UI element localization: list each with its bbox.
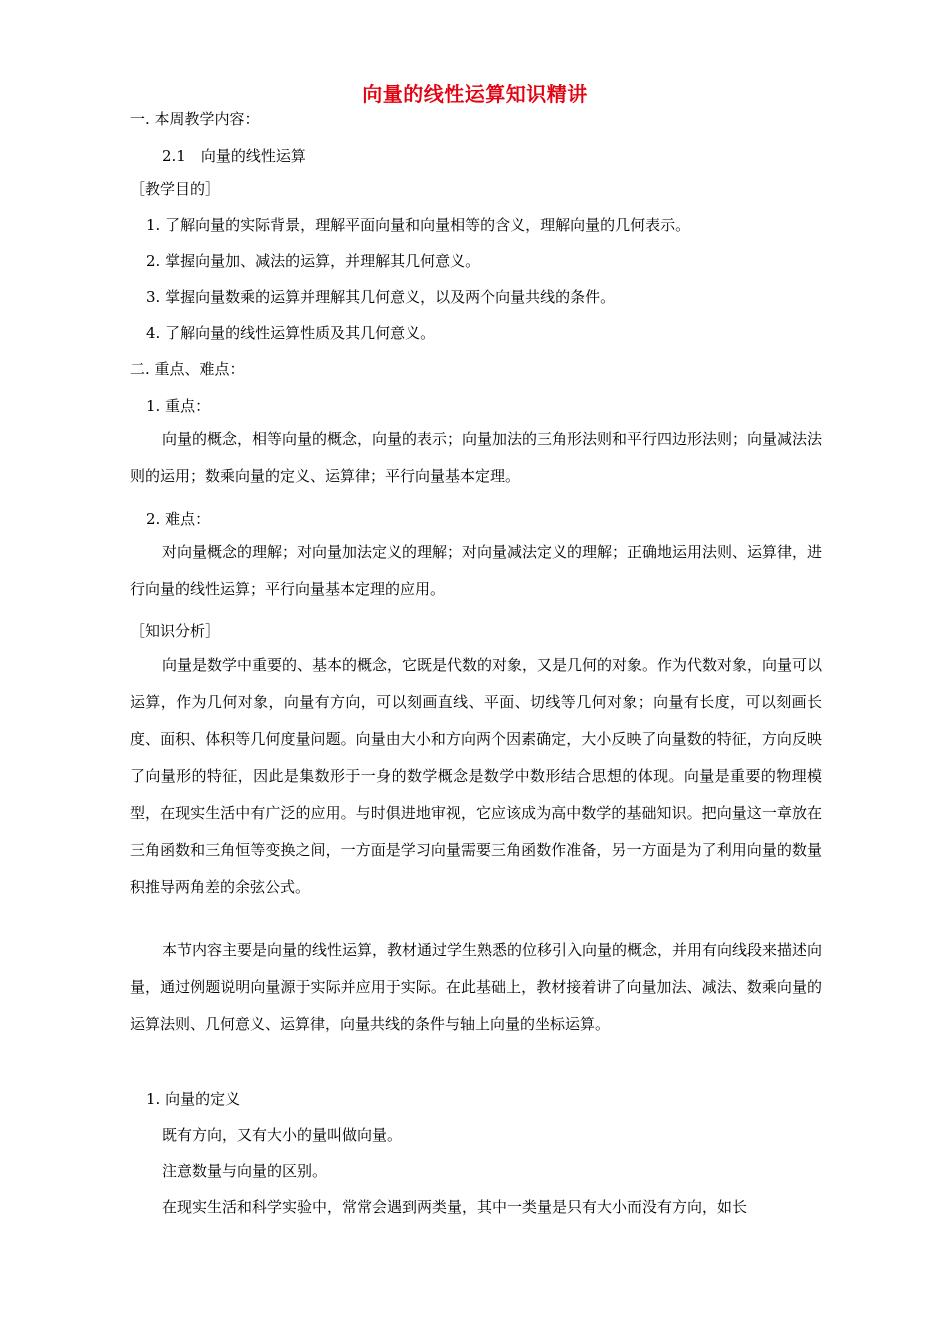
objective-item: 1. 了解向量的实际背景，理解平面向量和向量相等的含义，理解向量的几何表示。 <box>146 216 691 234</box>
analysis-paragraph-2 <box>130 932 822 1043</box>
difficult-points-body: 对向量概念的理解；对向量加法定义的理解；对向量减法定义的理解；正确地运用法则、运算律，进行向量的线性运算；平行向量基本定理的应用。 <box>130 543 823 598</box>
difficult-points-text <box>130 534 822 608</box>
definition-note: 注意数量与向量的区别。 <box>162 1162 328 1180</box>
analysis-paragraph-2-body: 本节内容主要是向量的线性运算，教材通过学生熟悉的位移引入向量的概念，并用有向线段来描述向量，通过例题说明向量源于实际并应用于实际。在此基础上，教材接着讲了向量加法、减法、数乘向量的运算法则、几何意义、运算律，向量共线的条件与轴上向量的坐标运算。 <box>130 941 823 1033</box>
definition-heading: 1. 向量的定义 <box>146 1090 241 1108</box>
section-two-heading: 二. 重点、难点： <box>130 360 245 378</box>
definition-text: 既有方向，又有大小的量叫做向量。 <box>162 1126 403 1144</box>
section-one-heading: 一. 本周教学内容： <box>130 110 260 128</box>
document-title: 向量的线性运算知识精讲 <box>362 82 588 106</box>
key-points-text <box>130 421 822 495</box>
section-one-item: 2.1 向量的线性运算 <box>162 147 306 165</box>
analysis-heading: ［知识分析］ <box>130 622 221 640</box>
analysis-paragraph-1-body: 向量是数学中重要的、基本的概念，它既是代数的对象，又是几何的对象。作为代数对象，向量可以运算，作为几何对象，向量有方向，可以刻画直线、平面、切线等几何对象；向量有长度，可以刻画长度、面积、体积等几何度量问题。向量由大小和方向两个因素确定，大小反映了向量数的特征，方向反映了向量形的特征，因此是集数形于一身的数学概念是数学中数形结合思想的体现。向量是重要的物理模型，在现实生活中有广泛的应用。与时俱进地审视，它应该成为高中数学的基础知识。把向量这一章放在三角函数和三角恒等变换之间，一方面是学习向量需要三角函数作准备，另一方面是为了利用向量的数量积推导两角差的余弦公式。 <box>130 656 823 896</box>
objective-item: 2. 掌握向量加、减法的运算，并理解其几何意义。 <box>146 252 481 270</box>
key-points-heading: 1. 重点： <box>146 397 211 415</box>
objectives-heading: ［教学目的］ <box>130 180 221 198</box>
key-points-body: 向量的概念，相等向量的概念，向量的表示；向量加法的三角形法则和平行四边形法则；向量减法法则的运用；数乘向量的定义、运算律；平行向量基本定理。 <box>130 430 823 485</box>
difficult-points-heading: 2. 难点： <box>146 510 211 528</box>
analysis-paragraph-1 <box>130 647 822 906</box>
objective-item: 4. 了解向量的线性运算性质及其几何意义。 <box>146 324 436 342</box>
objective-item: 3. 掌握向量数乘的运算并理解其几何意义，以及两个向量共线的条件。 <box>146 288 616 306</box>
body-last-line: 在现实生活和科学实验中，常常会遇到两类量，其中一类量是只有大小而没有方向，如长 <box>162 1198 748 1216</box>
